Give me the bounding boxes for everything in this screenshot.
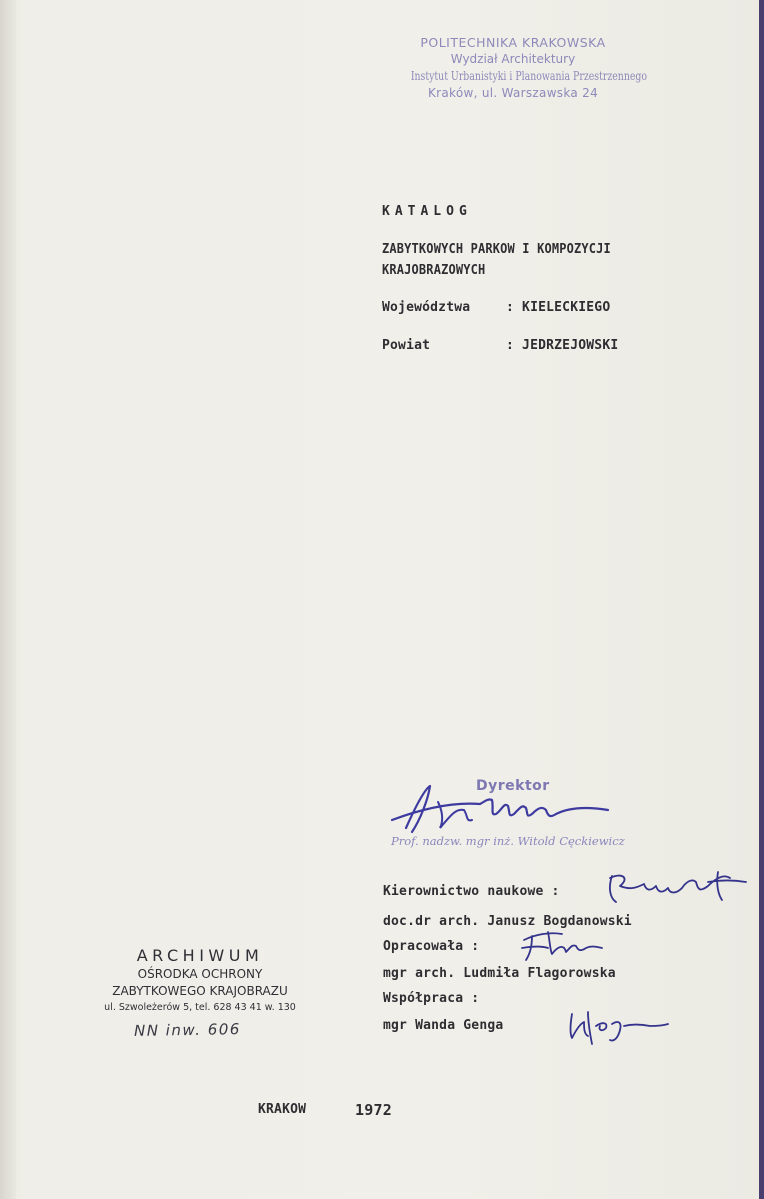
stamp-line-university: POLITECHNIKA KRAKOWSKA (420, 35, 606, 50)
director-title: Dyrektor (476, 778, 550, 794)
stamp-line-faculty: Wydział Architektury (450, 52, 576, 66)
voivodeship-value: : KIELECKIEGO (506, 300, 611, 315)
county-label: Powiat (382, 338, 431, 353)
catalog-heading: KATALOG (382, 204, 472, 219)
stamp-line-institute: Instytut Urbanistyki i Planowania Przestrzennego (410, 69, 648, 83)
voivodeship-label: Województwa (382, 300, 471, 315)
page-right-edge (759, 0, 764, 1199)
catalog-title-line2: KRAJOBRAZOWYCH (382, 263, 486, 278)
archive-stamp-title: ARCHIWUM (136, 946, 264, 965)
scientific-lead-name: doc.dr arch. Janusz Bogdanowski (383, 914, 632, 929)
cooperation-label: Współpraca : (383, 991, 480, 1006)
director-name: Prof. nadzw. mgr inż. Witold Cęckiewicz (391, 834, 625, 848)
archive-stamp-address: ul. Szwoleżerów 5, tel. 628 43 41 w. 130 (104, 1002, 296, 1013)
institution-stamp (382, 34, 648, 102)
archive-stamp (94, 946, 306, 1015)
prepared-by-name: mgr arch. Ludmiła Flagorowska (383, 966, 616, 981)
scientific-lead-signature (600, 868, 750, 908)
cooperation-signature (562, 1004, 672, 1048)
cooperation-name: mgr Wanda Genga (383, 1018, 504, 1033)
publication-year: 1972 (355, 1101, 392, 1119)
stamp-line-address: Kraków, ul. Warszawska 24 (427, 86, 599, 100)
publication-city: KRAKOW (258, 1102, 307, 1117)
catalog-title-line1: ZABYTKOWYCH PARKOW I KOMPOZYCJI (382, 242, 611, 257)
archive-stamp-unit: ZABYTKOWEGO KRAJOBRAZU (112, 984, 288, 998)
inventory-number: NN inw. 606 (133, 1020, 242, 1040)
page-spine-edge (0, 0, 16, 1199)
prepared-by-signature (518, 928, 608, 964)
scientific-lead-label: Kierownictwo naukowe : (383, 884, 560, 899)
county-value: : JEDRZEJOWSKI (506, 338, 619, 353)
prepared-by-label: Opracowała : (383, 939, 480, 954)
director-signature (384, 780, 634, 840)
archive-stamp-office: OŚRODKA OCHRONY (137, 967, 263, 981)
